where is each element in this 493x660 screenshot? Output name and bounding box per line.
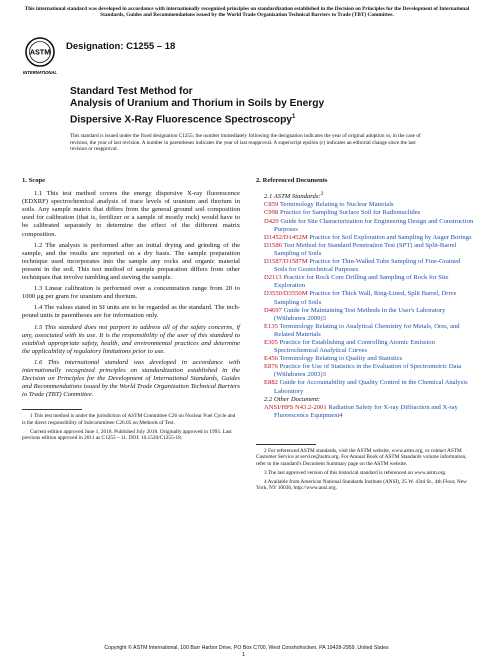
title-line-3: [70, 111, 450, 127]
reference-item[interactable]: [264, 363, 474, 379]
scope-paragraph-5: 1.5 This standard does not purport to address all of the safety concerns, if any, associated with its use. It is the responsibility of the user of this standard to establish appropriate safety, health, and environmental practices and determine the applicability of regulatory limitations prior to use.: [22, 323, 240, 355]
reference-item[interactable]: [264, 234, 474, 242]
footnote-1: 1 This test method is under the jurisdiction of ASTM Committee C26 on Nuclear Fuel Cycle and is the direct responsibility of Subcommittee C26.05 on Methods of Test.: [22, 413, 236, 426]
reference-code[interactable]: E876: [264, 363, 278, 371]
astm-standards-subheading: [264, 190, 474, 201]
other-document-label: 2.2 Other Document:: [264, 395, 321, 403]
references-heading: 2. Referenced Documents: [256, 177, 328, 184]
reference-code[interactable]: E456: [264, 355, 278, 363]
reference-title[interactable]: Terminology Relating to Quality and Statistics: [279, 355, 403, 363]
reference-item-ansi[interactable]: [264, 404, 474, 420]
astm-logo: [22, 36, 58, 78]
astm-standards-label: 2.1 ASTM Standards:: [264, 193, 321, 201]
reference-item[interactable]: [264, 379, 474, 395]
reference-item[interactable]: [264, 258, 474, 274]
reference-code[interactable]: D3550/D3550M: [264, 290, 308, 298]
reference-item[interactable]: [264, 339, 474, 355]
scope-paragraph-6: 1.6 This international standard was developed in accordance with internationally recognized principles on standardization established in the Decision on Principles for the Development of International Standards, Guides and Recommendations issued by the World Trade Organization Technical Barriers to Trade (TBT) Committee.: [22, 358, 240, 399]
issue-note: This standard is issued under the fixed designation C1255; the number immediately following the designation indicates the year of original adoption or, in the case of revision, the year of last revision. A number in parentheses indicates the year of last reapproval. A superscript epsilon (ε) indicates an editorial change since the last revision or reapproval.: [70, 133, 421, 152]
reference-item[interactable]: [264, 209, 474, 217]
reference-item[interactable]: [264, 218, 474, 234]
reference-title[interactable]: Radiation Safety for X-ray Diffraction and X-ray Fluorescence Equipment4: [274, 403, 458, 419]
reference-title[interactable]: Practice for Sampling Surface Soil for Radionuclides: [279, 209, 421, 217]
reference-code[interactable]: E135: [264, 322, 278, 330]
scope-paragraph-3: 1.3 Linear calibration is performed over a concentration range from 20 to 1000 μg per gram for uranium and thorium.: [22, 285, 240, 301]
scope-heading: 1. Scope: [22, 177, 46, 184]
reference-list: [256, 201, 474, 395]
footnote-2: 2 For referenced ASTM standards, visit the ASTM website, www.astm.org, or contact ASTM Customer Service at service@astm.org. For Annual Book of ASTM Standards volume information, refer to the standard's Document Summary page on the ASTM website.: [256, 447, 467, 467]
reference-item[interactable]: [264, 274, 474, 290]
reference-item[interactable]: [264, 355, 474, 363]
other-document-subheading: [264, 396, 474, 404]
reference-title[interactable]: Terminology Relating to Nuclear Materials: [279, 201, 394, 209]
footnote-divider-right: [256, 444, 316, 445]
reference-title[interactable]: Practice for Soil Exploration and Sampling by Auger Borings: [309, 233, 472, 241]
reference-item[interactable]: [264, 307, 474, 323]
footnote-4: 4 Available from American National Standards Institute (ANSI), 25 W. 43rd St., 4th Floor, New York, NY 10036, http://www.ansi.org.: [256, 479, 467, 492]
title-footnote-mark: 1: [291, 113, 296, 120]
reference-title[interactable]: Practice for Use of Statistics in the Evaluation of Spectrometric Data (Withdrawn 2003)3: [274, 363, 462, 379]
title-line-3-text: Dispersive X-Ray Fluorescence Spectroscopy: [70, 114, 292, 126]
reference-code[interactable]: E882: [264, 379, 278, 387]
reference-title[interactable]: Practice for Establishing and Controlling Atomic Emission Spectrochemical Analytical Curves: [274, 338, 435, 355]
reference-item[interactable]: [264, 201, 474, 209]
reference-code[interactable]: D420: [264, 217, 279, 225]
copyright-footer: Copyright © ASTM International, 100 Barr Harbor Drive, PO Box C700, West Conshohocken, PA 19428-2959. United States: [104, 645, 389, 651]
reference-code[interactable]: D2113: [264, 274, 282, 282]
reference-code[interactable]: C859: [264, 201, 279, 209]
page-number: 1: [242, 652, 246, 658]
reference-code[interactable]: D1586: [264, 241, 282, 249]
reference-code[interactable]: D1587/D1587M: [264, 258, 308, 266]
reference-code[interactable]: E305: [264, 338, 278, 346]
reference-item[interactable]: [264, 290, 474, 306]
scope-paragraph-1: 1.1 This test method covers the energy dispersive X-ray fluorescence (EDXRF) spectrochemical analysis of trace levels of uranium and thorium in soils. Any sample matrix that differs from the general ground soil composition used for calibration (that is, fertilizer or a sample of mostly rock) would have to be calibrated separately to determine the effect of the different matrix composition.: [22, 190, 240, 238]
reference-title[interactable]: Practice for Thick Wall, Ring-Lined, Split Barrel, Drive Sampling of Soils: [274, 290, 457, 306]
reference-title[interactable]: Practice for Rock Core Drilling and Sampling of Rock for Site Exploration: [274, 274, 449, 290]
reference-title[interactable]: Terminology Relating to Analytical Chemistry for Metals, Ores, and Related Materials: [274, 322, 460, 338]
astm-standards-mark: 2: [320, 191, 324, 198]
footnote-1-edition: Current edition approved June 1, 2018. Published July 2018. Originally approved in 1993. Last previous edition approved in 2011 as C1255 – 11. DOI: 10.1520/C1255-18.: [22, 428, 232, 442]
top-notice: This international standard was developed in accordance with internationally recognized principles on standardization established in the Decision on Principles for the Development of International Standards, Guides and Recommendations issued by the World Trade Organization Technical Barriers to Trade (TBT) Committee.: [24, 6, 470, 19]
scope-paragraph-2: 1.2 The analysis is performed after an initial drying and grinding of the sample, and the results are reported on a dry basis. The sample preparation technique used incorporates into the sample any rocks and organic material present in the soil. This test method of sample preparation differs from other techniques that involve tumbling and sieving the sample.: [22, 241, 240, 282]
reference-title[interactable]: Guide for Site Characterization for Engineering Design and Construction Purposes: [274, 217, 474, 233]
right-column: [256, 177, 474, 495]
document-title: [70, 86, 450, 127]
reference-title[interactable]: Guide for Accountability and Quality Control in the Chemical Analysis Laboratory: [274, 379, 468, 395]
reference-code[interactable]: ANSI/HPS N43.2-2001: [264, 403, 327, 411]
reference-code[interactable]: D1452/D1452M: [264, 233, 308, 241]
reference-code[interactable]: D4697: [264, 306, 282, 314]
reference-item[interactable]: [264, 242, 474, 258]
scope-paragraph-4: 1.4 The values stated in SI units are to be regarded as the standard. The inch-pound units in parentheses are for information only.: [22, 304, 240, 320]
reference-item[interactable]: [264, 323, 474, 339]
left-column: [22, 177, 240, 445]
title-line-1: Standard Test Method for: [70, 86, 193, 97]
footnote-3: 3 The last approved version of this historical standard is referenced on www.astm.org.: [264, 469, 447, 476]
reference-title[interactable]: Practice for Thin-Walled Tube Sampling of Fine-Grained Soils for Geotechnical Purposes: [274, 258, 461, 274]
footnote-divider: [22, 409, 82, 410]
logo-text: ASTM: [29, 47, 51, 57]
reference-title[interactable]: Test Method for Standard Penetration Test (SPT) and Split-Barrel Sampling of Soils: [274, 241, 457, 257]
designation: Designation: C1255 – 18: [66, 41, 176, 52]
logo-subtext: INTERNATIONAL: [23, 70, 57, 75]
reference-title[interactable]: Guide for Maintaining Test Methods in the User's Laboratory (Withdrawn 2009)3: [274, 306, 446, 322]
title-line-2: Analysis of Uranium and Thorium in Soils by Energy: [70, 98, 325, 110]
reference-code[interactable]: C998: [264, 209, 279, 217]
